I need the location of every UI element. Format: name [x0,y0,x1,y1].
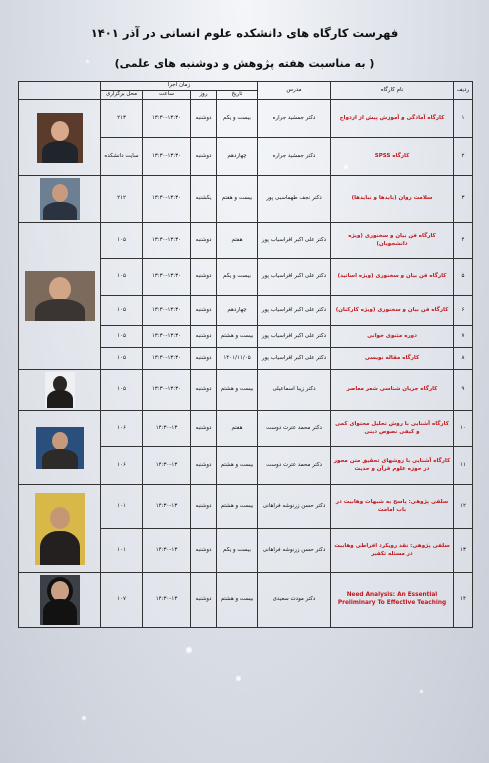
cell-time: ۱۳:۳۰-۱۳:۳۰ [143,223,191,259]
cell-instructor: دکتر علی اکبر افراسیاب پور [258,223,331,259]
cell-time: ۱۴:۳۰-۱۳ [143,573,191,628]
cell-workshop: Need Analysis: An Essential Preliminary To Effective Teaching [331,573,454,628]
cell-index: ۶ [454,296,473,326]
photo-cell [19,223,101,370]
cell-workshop: کارگاه جریان شناسی شعر معاصر [331,370,454,411]
cell-venue: ۱۰۱ [101,529,143,573]
table-row [19,411,473,447]
table-row [19,176,473,223]
page-subtitle: ( به مناسبت هفته پژوهش و دوشنبه های علمی) [114,57,375,70]
cell-workshop: کارگاه فن بیان و سخنوری (ویژه کارکنان) [331,296,454,326]
cell-time: ۱۳:۳۰-۱۳:۳۰ [143,348,191,370]
cell-index: ۱ [454,100,473,138]
header-photo [19,82,101,100]
cell-instructor: دکتر نجف طهماسبی پور [258,176,331,223]
cell-venue: سایت دانشکده [101,138,143,176]
header-index: ردیف [454,82,473,100]
cell-date: هفتم [217,223,258,259]
person-photo-icon [40,575,80,625]
cell-workshop: کارگاه آشنایی با روش تحلیل محتوای کمی و کیفی نصوص دینی [331,411,454,447]
cell-day: یکشنبه [191,176,217,223]
cell-index: ۱۴ [454,573,473,628]
cell-time: ۱۳:۳۰-۱۳:۳۰ [143,259,191,296]
cell-day: دوشنبه [191,573,217,628]
cell-venue: ۱۰۵ [101,348,143,370]
table-row [19,485,473,529]
cell-date: بیست و هشتم [217,447,258,485]
person-photo-icon [37,113,83,163]
cell-venue: ۱۰۵ [101,296,143,326]
cell-workshop: سلفی پژوهی: پاسخ به شبهات وهابیت در باب امامت [331,485,454,529]
cell-day: دوشنبه [191,100,217,138]
cell-day: دوشنبه [191,296,217,326]
cell-date: بیست و هفتم [217,176,258,223]
cell-index: ۷ [454,326,473,348]
cell-day: دوشنبه [191,259,217,296]
cell-day: دوشنبه [191,370,217,411]
cell-date: چهاردهم [217,296,258,326]
sparkle [420,690,423,693]
cell-date: بیست و یکم [217,100,258,138]
cell-time: ۱۳:۳۰-۱۳:۳۰ [143,176,191,223]
photo-cell [19,176,101,223]
photo-cell [19,370,101,411]
cell-index: ۱۰ [454,411,473,447]
sparkle [186,647,192,653]
cell-venue: ۲۱۳ [101,100,143,138]
person-photo-icon [40,178,80,220]
cell-day: دوشنبه [191,529,217,573]
photo-cell [19,411,101,485]
cell-workshop: دوره مثنوی خوانی [331,326,454,348]
workshop-schedule-table [18,81,473,628]
cell-workshop: کارگاه آمادگی و آموزش پیش از ازدواج [331,100,454,138]
cell-day: دوشنبه [191,411,217,447]
cell-date: چهاردهم [217,138,258,176]
header-schedule-group: زمان اجرا [101,82,258,91]
cell-workshop: کارگاه فن بیان و سخنوری (ویژه اساتید) [331,259,454,296]
cell-time: ۱۳:۳۰-۱۳:۳۰ [143,296,191,326]
header-venue: محل برگزاری [101,91,143,100]
cell-workshop: سلفی پژوهی: نقد رویکرد افراطی وهابیت در مسئله تکفیر [331,529,454,573]
cell-date: هفتم [217,411,258,447]
sparkle [82,716,86,720]
cell-workshop: کارگاه فن بیان و سخنوری (ویژه دانشجویان) [331,223,454,259]
cell-venue: ۱۰۶ [101,411,143,447]
cell-date: بیست و هشتم [217,326,258,348]
cell-time: ۱۳:۳۰-۱۳:۳۰ [143,138,191,176]
person-photo-icon [36,427,84,469]
cell-time: ۱۳:۳۰-۱۳:۳۰ [143,370,191,411]
cell-venue: ۲۱۲ [101,176,143,223]
cell-day: دوشنبه [191,447,217,485]
cell-day: دوشنبه [191,485,217,529]
page-title: فهرست کارگاه های دانشکده علوم انسانی در آذر ۱۴۰۱ [90,26,399,40]
cell-venue: ۱۰۵ [101,259,143,296]
cell-time: ۱۳:۳۰-۱۳:۳۰ [143,100,191,138]
header-date: تاریخ [217,91,258,100]
table-row [19,100,473,138]
cell-instructor: دکتر حسن زرنوشه فراهانی [258,485,331,529]
cell-date: ۱۴۰۱/۱۱/۰۵ [217,348,258,370]
cell-index: ۳ [454,176,473,223]
cell-index: ۵ [454,259,473,296]
cell-instructor: دکتر علی اکبر افراسیاب پور [258,348,331,370]
photo-cell [19,485,101,573]
cell-time: ۱۴:۳۰-۱۳ [143,447,191,485]
cell-venue: ۱۰۱ [101,485,143,529]
cell-date: بیست و هشتم [217,370,258,411]
cell-day: دوشنبه [191,348,217,370]
cell-workshop: کارگاه SPSS [331,138,454,176]
sparkle [236,676,241,681]
cell-instructor: دکتر حسن زرنوشه فراهانی [258,529,331,573]
header-instructor: مدرس [258,82,331,100]
cell-workshop: کارگاه مقاله نویسی [331,348,454,370]
cell-time: ۱۴:۳۰-۱۳ [143,485,191,529]
cell-index: ۹ [454,370,473,411]
person-photo-icon [35,493,85,565]
person-photo-icon [25,271,95,321]
cell-day: دوشنبه [191,138,217,176]
cell-instructor: دکتر جمشید جراره [258,100,331,138]
cell-index: ۴ [454,223,473,259]
cell-venue: ۱۰۵ [101,370,143,411]
cell-instructor: دکتر زیبا اسماعیلی [258,370,331,411]
cell-date: بیست و هشتم [217,573,258,628]
cell-venue: ۱۰۵ [101,326,143,348]
cell-day: دوشنبه [191,223,217,259]
header-day: روز [191,91,217,100]
cell-index: ۱۳ [454,529,473,573]
cell-date: بیست و هشتم [217,485,258,529]
cell-instructor: دکتر علی اکبر افراسیاب پور [258,296,331,326]
cell-instructor: دکتر جمشید جراره [258,138,331,176]
cell-date: بیست و یکم [217,529,258,573]
header-workshop: نام کارگاه [331,82,454,100]
cell-index: ۲ [454,138,473,176]
cell-workshop: سلامت روان (بایدها و نبایدها) [331,176,454,223]
cell-time: ۱۴:۳۰-۱۳ [143,411,191,447]
cell-index: ۸ [454,348,473,370]
cell-instructor: دکتر محمد عترت دوست [258,411,331,447]
cell-venue: ۱۰۷ [101,573,143,628]
cell-instructor: دکتر علی اکبر افراسیاب پور [258,326,331,348]
cell-venue: ۱۰۵ [101,223,143,259]
cell-instructor: دکتر علی اکبر افراسیاب پور [258,259,331,296]
cell-day: دوشنبه [191,326,217,348]
cell-index: ۱۱ [454,447,473,485]
header-time: ساعت [143,91,191,100]
cell-workshop: کارگاه آشنایی با روشهای تحقیق متن محور در حوزه علوم قرآن و حدیث [331,447,454,485]
cell-venue: ۱۰۶ [101,447,143,485]
photo-cell [19,573,101,628]
table-row [19,370,473,411]
cell-date: بیست و یکم [217,259,258,296]
person-photo-icon [45,372,75,408]
table-row [19,573,473,628]
cell-time: ۱۴:۳۰-۱۳ [143,529,191,573]
cell-instructor: دکتر مودت سعیدی [258,573,331,628]
cell-index: ۱۲ [454,485,473,529]
table-row [19,223,473,259]
cell-instructor: دکتر محمد عترت دوست [258,447,331,485]
cell-time: ۱۳:۳۰-۱۳:۳۰ [143,326,191,348]
photo-cell [19,100,101,176]
